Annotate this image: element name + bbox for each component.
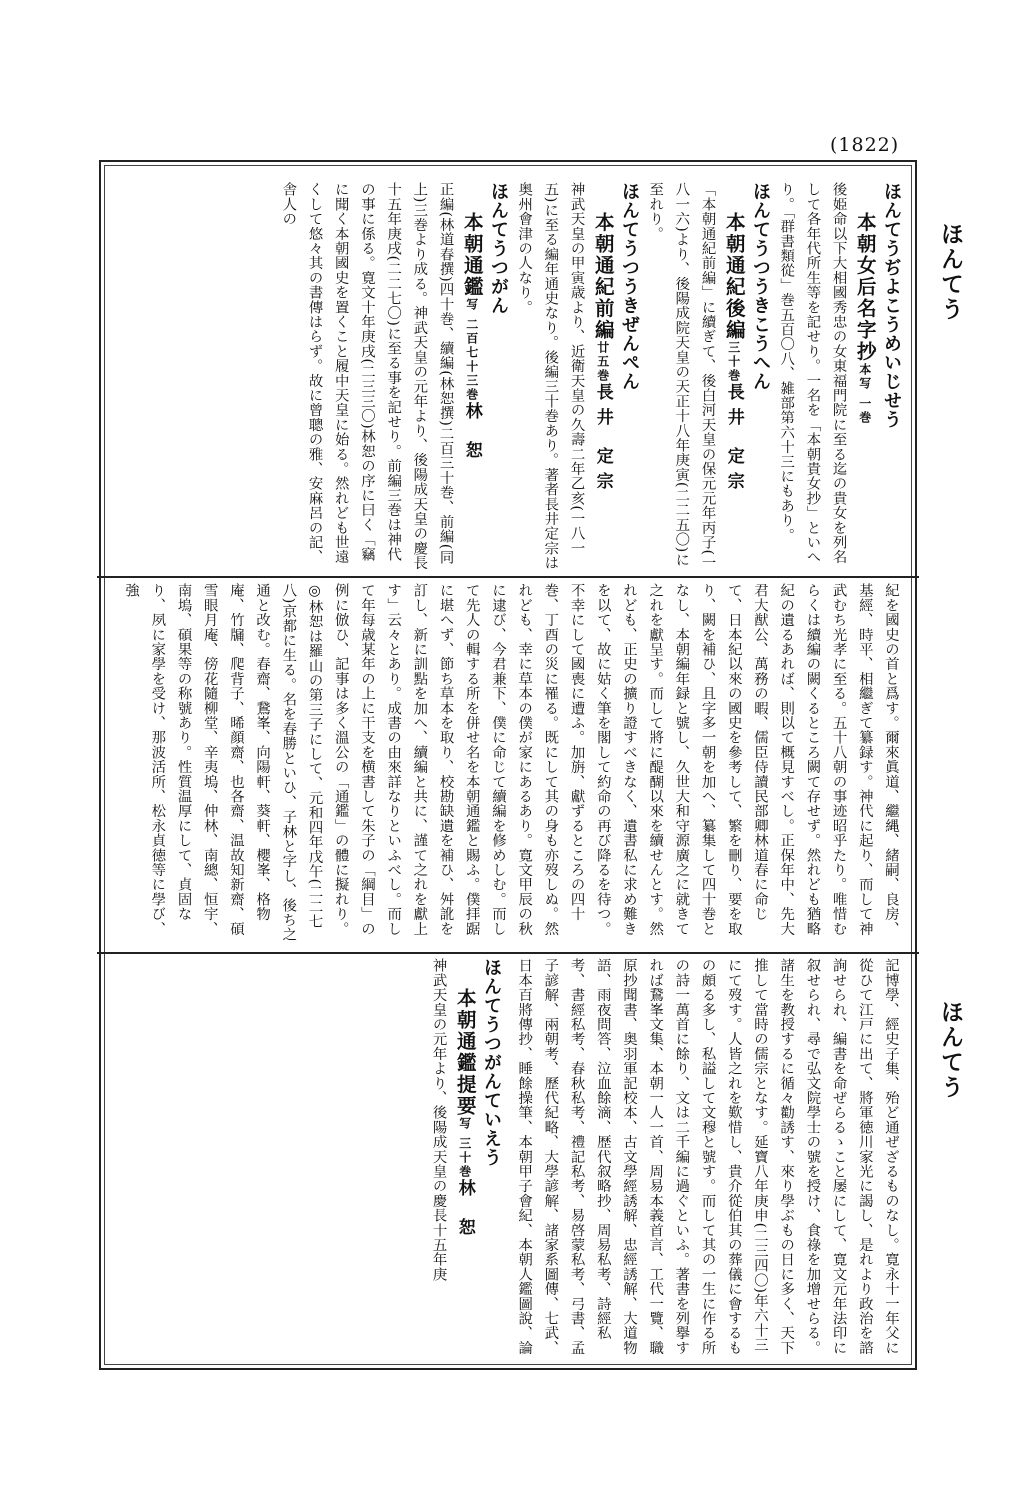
entry-body: 正編(林道春撰)四十巻、續編(林恕撰)二百三十巻、前編(同上)三巻より成る。神武天皇の元年より、後陽成天皇の慶長十五年庚戌(二二七〇)に至る事を記せり。前編三巻は神代の事に係る。寛文十年庚戌(二三三〇)林恕の序に曰く「竊に聞く本朝國史を置くこと履中天皇に始る。然れども世遠くして悠々其の書傳はらず。故に曾聰の雅、安麻呂の記、舎人の xyxy=(280,182,454,571)
entry-author: 長井 定宗 xyxy=(592,383,613,497)
lower-left-section xyxy=(114,958,504,1364)
entry-joko-myoji xyxy=(773,182,904,572)
entry-body: 後姫命以下大相國秀忠の女東福門院に至る迄の貴女を列名して各年代所生等を記せり。一名を「本朝貴女抄」といへり。「群書類從」巻五百〇八、雑部第六十三にもあり。 xyxy=(778,182,847,565)
tsugan-preface-continued: 紀を國史の首と爲す。爾來眞道、繼縄、緒嗣、良房、基經、時平、相繼ぎて纂録す。神代に起り、而して神武むち光孝に至る。五十八朝の事迹昭乎たり。唯惜むらくは續編の闕くるところ闕て存せず。然れども猶略紀の遺るあれば、則以て概見すべし。正保年中、先大君大猷公、萬務の暇、儒臣侍讀民部卿林道春に命じて、日本紀以來の國史を參考して、繁を刪り、要を取り、闕を補ひ、且字多一朝を加へ、纂集して四十巻となし、本朝編年録と號し、久世大和守源廣之に就きて之れを獻呈す。而して將に醍醐以來を續せんとす。然れども、正史の擴り證すべきなく、遺書私に求め難きを以て、故に姑く筆を閣して約命の再び降るを待つ。不幸にして國喪に遭ふ。加旃、獻ずるところの四十巻、丁酉の災に罹る。既にして其の身も亦歿しぬ。然れども、幸に草本の僕が家にあるあり。寛文甲辰の秋に逮び、今君兼下、僕に命じて續編を修めしむ。而して先人の輯する所を併せ名を本朝通鑑と賜ふ。僕拝踞に堪へず、節ち草本を取り、校勘缺遺を補ひ、舛訛を訂し、新に訓點を加へ、續編と共に、謹て之れを獻上す」云々とあり。成書の由來詳なりといふべし。而して年每歳某年の上に干支を横書して朱子の「綱目」の例に倣ひ、記事は多く溫公の「通鑑」の體に擬れり。 xyxy=(332,583,899,936)
entry-headword: ほんてうつうきこうへん xyxy=(749,182,771,391)
entry-tsugan xyxy=(275,182,511,572)
entry-title: 本朝通紀後編三十巻長井 定宗 xyxy=(722,212,746,497)
running-head-bottom: ほんてう xyxy=(937,1000,964,1100)
entry-headword: ほんてうつがんていえう xyxy=(481,958,502,1167)
entry-meta: 廿五巻 xyxy=(595,341,610,383)
entry-meta: 本写 一巻 xyxy=(857,362,872,425)
hayashi-jo-biography: 記博學、經史子集、殆ど通ぜざるものなし。寛永十一年父に從ひて江戸に出て、將軍徳川家光に謁し、是れより政治を諮詢せられ、編書を命ぜらるゝこと屡にして、寛文元年法印に叙せられ、尋で弘文院學士の號を授け、食祿を加增せらる。諸生を教授するに循々勸誘す、來り學ぶもの日に多く、天下推して當時の儒宗となす。延寶八年庚申(二三四〇)年六十三にて歿す。人皆之れを歎惜し、貴介從伯其の葬儀に會するもの頗る多し、私謚して文穆と號す。而して其の一生に作る所の詩一萬首に餘り、文は二千編に過ぐといふ。著書を列擧すれば鵞峯文集、本朝一人一首、周易本義首言、工代一覽、職原抄聞書、奥羽軍記校本、古文學經誘解、忠經誘解、大道物語、雨夜問答、泣血餘滴、歴代叙略抄、周易私考、詩經私考、書經私考、春秋私考、禮記私考、易啓蒙私考、弓書、孟子諺解、兩朝考、歷代紀略、大學諺解、諸家系圖傳、七武、日本百將傳抄、睡餘操筆、本朝甲子會紀、本朝人鑑圖說、論 xyxy=(516,958,899,1355)
lower-right-section xyxy=(512,958,904,1364)
entry-tsugan-teiyo xyxy=(425,958,504,1281)
entry-title: 本朝通鑑写 二百七十三巻林 恕 xyxy=(460,212,484,467)
section-divider-upper xyxy=(97,576,919,578)
entry-meta: 写 二百七十三巻 xyxy=(464,298,479,403)
entry-author: 林 恕 xyxy=(461,402,482,467)
entry-headword: ほんてうつがん xyxy=(487,182,509,315)
entry-title: 本朝通鑑提要写 三十巻林 恕 xyxy=(453,988,477,1244)
page-number: (1822) xyxy=(830,134,900,156)
entry-body: 「本朝通紀前編」に續ぎて、後白河天皇の保元元年丙子(一八一六)より、後陽成院天皇の天正十八年庚寅(二二五〇)に至れり。 xyxy=(647,182,716,571)
entry-headword: ほんてうぢよこうめいじせう xyxy=(881,182,902,429)
running-head-top: ほんてう xyxy=(937,222,964,322)
middle-section xyxy=(114,583,904,948)
entry-meta: 写 三十巻 xyxy=(457,1117,472,1180)
entry-tsuki-zenpen xyxy=(511,182,642,572)
hayashi-jo-note: ◎林恕は羅山の第三子にして、元和四年戊午(二二七八)京都に生る。名を春勝といひ、子林と字し、後ち之通と改む。春齋、鵞峯、向陽軒、葵軒、櫻峯、格物庵、竹牖、爬背子、晞顔齋、也各齋、温故知新齋、碩雪眼月庵、傍花隨柳堂、辛夷塢、仲林、南總、恒宇、南塢、碩果等の称號あり。性質温厚にして、貞固なり、夙に家學を受け、那波活所、松永貞徳等に學び、強 xyxy=(123,583,323,942)
section-divider-lower xyxy=(97,952,919,954)
entry-author: 林 恕 xyxy=(454,1179,475,1244)
entry-title: 本朝女后名字抄本写 一巻 xyxy=(853,212,877,425)
entry-meta: 三十巻 xyxy=(726,341,741,383)
entry-body: 神武天皇の甲寅歳より、近衛天皇の久壽二年乙亥(一八一五)に至る編年通史なり。後編三十巻あり。著者長井定宗は奥州會津の人なり。 xyxy=(516,182,585,571)
entry-headword: ほんてうつうきぜんぺん xyxy=(618,182,640,391)
entry-body: 神武天皇の元年より、後陽成天皇の慶長十五年庚 xyxy=(430,958,447,1282)
entry-title: 本朝通紀前編廿五巻長井 定宗 xyxy=(591,212,615,497)
entry-tsuki-kohen xyxy=(642,182,773,572)
upper-section xyxy=(114,182,904,572)
entry-author: 長井 定宗 xyxy=(723,383,744,497)
